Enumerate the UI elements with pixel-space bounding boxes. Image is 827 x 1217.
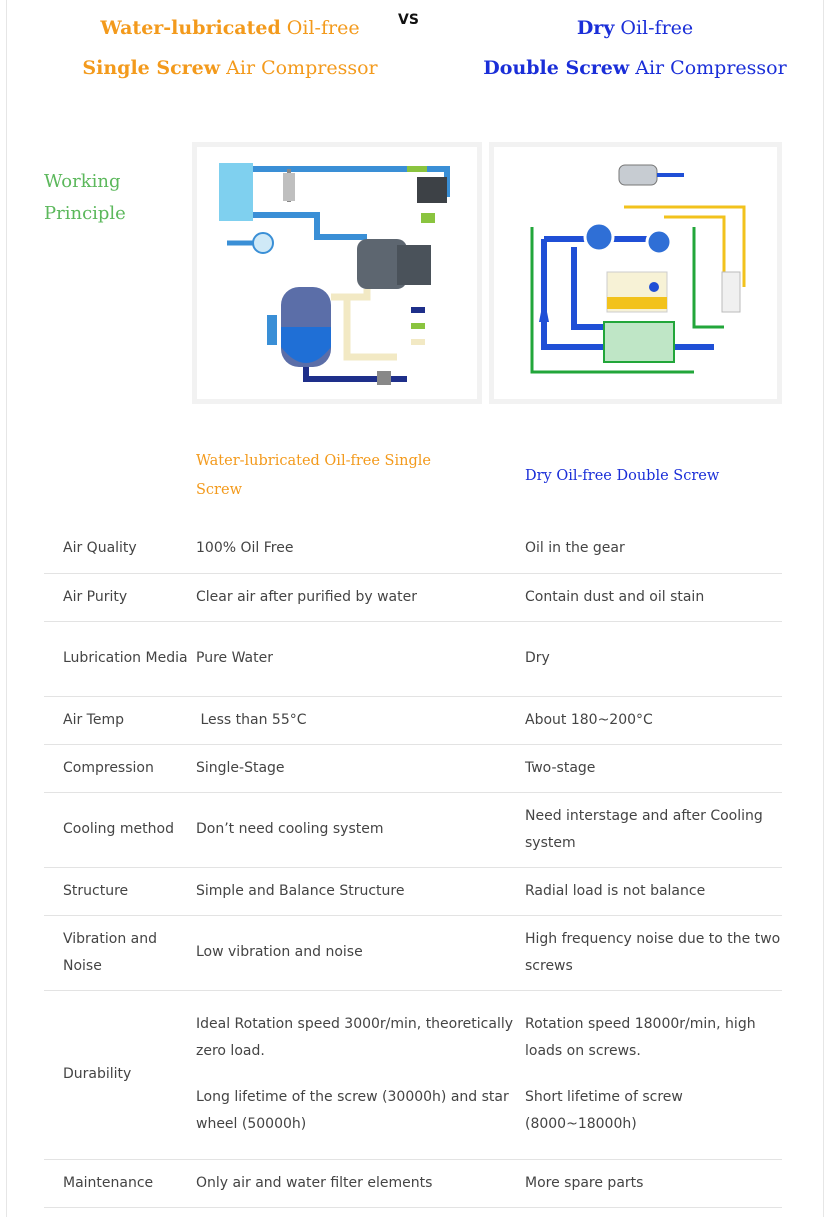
single-screw-value-group [196,990,525,1159]
row-label: Air Quality [44,524,196,573]
double-screw-schematic [494,147,777,399]
double-screw-value: Rotation speed 18000r/min, high loads on screws. [525,1016,756,1059]
left-column-title: Water-lubricated Oil-free Single Screw [196,453,431,498]
legend-air-swatch [411,323,425,329]
table-row [44,744,782,792]
double-screw-diagram [489,142,782,404]
title-rest: Oil-free [280,17,360,39]
right-column-title: Dry Oil-free Double Screw [525,468,720,484]
single-screw-value: Only air and water filter elements [196,1159,525,1207]
exhaust [253,233,273,253]
double-screw-value: More spare parts [525,1159,782,1207]
air-filter [619,165,657,185]
row-label: Lubrication Media [44,621,196,696]
row-label: Durability [44,990,196,1159]
title-bold: Single Screw [82,57,221,79]
row-label: Structure [44,867,196,915]
row-label: Vibration and Noise [44,915,196,990]
table-row [44,621,782,696]
pipe [331,297,397,357]
single-screw-value: Pure Water [196,621,525,696]
title-bold: Water-lubricated [100,17,281,39]
engineer-marker [421,213,435,223]
title-rest: Air Compressor [629,57,787,79]
single-screw-value: Less than 55°C [196,696,525,744]
pipe [694,227,724,327]
table-row [44,990,782,1159]
single-screw-value: Don’t need cooling system [196,792,525,867]
right-product-title [455,8,815,88]
double-screw-value: Contain dust and oil stain [525,573,782,621]
separator [722,272,740,312]
row-label: Air Purity [44,573,196,621]
single-screw-value: Low vibration and noise [196,915,525,990]
double-screw-value: Need interstage and after Cooling system [525,792,782,867]
double-screw-value: High frequency noise due to the two screws [525,915,782,990]
double-screw-value: Short lifetime of screw (8000~18000h) [525,1089,683,1132]
row-label: Maintenance [44,1159,196,1207]
high-pressure-element [647,230,671,254]
legend-compressed-swatch [411,339,425,345]
water-level-sensor [267,315,277,345]
title-bold: Double Screw [483,57,630,79]
air-filter [417,177,447,203]
row-label: Air Temp [44,696,196,744]
title-rest: Oil-free [614,17,694,39]
working-principle-label [44,166,164,230]
title-bold: Dry [576,17,615,39]
table-row [44,867,782,915]
table-row [44,696,782,744]
double-screw-value: Two-stage [525,744,782,792]
table-row [44,1159,782,1207]
label-line: Principle [44,203,126,224]
vs-label: VS [398,12,419,28]
water-filter-body [283,173,295,201]
double-screw-value: Dry [525,621,782,696]
table-row [44,792,782,867]
double-screw-value: Radial load is not balance [525,867,782,915]
single-screw-schematic [197,147,477,399]
single-screw-value: Single-Stage [196,744,525,792]
blower [539,297,549,322]
motor [397,245,431,285]
single-screw-value: Ideal Rotation speed 3000r/min, theoretically zero load. [196,1016,514,1059]
pipe [347,289,367,297]
water-cooler [219,163,253,221]
filter-block [377,371,391,385]
double-screw-value-group [525,990,782,1159]
low-pressure-element [585,223,613,251]
row-label: Cooling method [44,792,196,867]
gauge [649,282,659,292]
left-product-title [20,8,440,88]
single-screw-diagram [192,142,482,404]
label-line: Working [44,171,121,192]
table-row [44,573,782,621]
row-label: Compression [44,744,196,792]
comparison-table [44,524,782,1208]
oil-level [607,297,667,309]
single-screw-value: Simple and Balance Structure [196,867,525,915]
single-screw-value: Clear air after purified by water [196,573,525,621]
pipe [306,367,407,379]
table-row [44,915,782,990]
title-rest: Air Compressor [220,57,378,79]
legend-water-swatch [411,307,425,313]
pipe [253,215,367,237]
double-screw-value: About 180~200°C [525,696,782,744]
single-screw-value: Long lifetime of the screw (30000h) and star wheel (50000h) [196,1089,509,1132]
coolers [604,322,674,362]
table-row [44,524,782,573]
single-screw-value: 100% Oil Free [196,524,525,573]
double-screw-value: Oil in the gear [525,524,782,573]
